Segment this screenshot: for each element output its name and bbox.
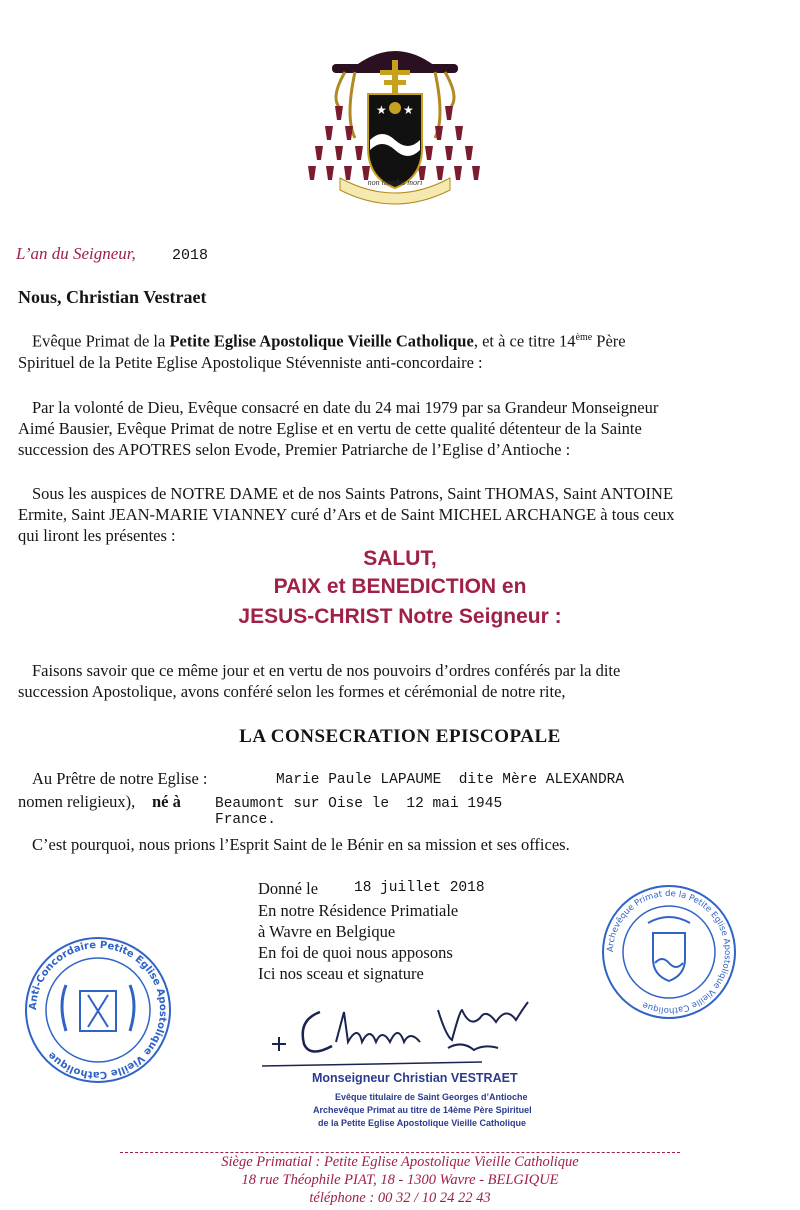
left-seal-ring-text: Anti-Concordaire Petite Eglise Apostolique Vieille Catholique — [27, 939, 169, 1081]
act-title: LA CONSECRATION EPISCOPALE — [239, 726, 561, 747]
salutation-line-1: SALUT, — [363, 547, 437, 570]
svg-text:★: ★ — [403, 103, 414, 117]
signature — [262, 992, 562, 1072]
footer-line-2: 18 rue Théophile PIAT, 18 - 1300 Wavre - BELGIQUE — [241, 1172, 559, 1188]
left-seal-stamp — [18, 933, 178, 1088]
p1-sup: ème — [575, 332, 593, 343]
p3-line1: Sous les auspices de NOTRE DAME et de nos Saints Patrons, Saint THOMAS, Saint ANTOINE — [32, 484, 674, 503]
birthplace: Beaumont sur Oise le 12 mai 1945 — [215, 796, 503, 812]
right-seal-stamp — [598, 883, 740, 1021]
signatory-title-3: de la Petite Eglise Apostolique Vieille Catholique — [318, 1118, 527, 1128]
given-line4: En foi de quoi nous apposons — [258, 943, 453, 962]
p3-line2: Ermite, Saint JEAN-MARIE VIANNEY curé d’Ars et de Saint MICHEL ARCHANGE à tous ceux — [18, 505, 675, 524]
signatory-title-1: Evêque titulaire de Saint Georges d’Antioche — [335, 1092, 528, 1102]
signatory-name: Monseigneur Christian VESTRAET — [312, 1071, 518, 1085]
born-label: né à — [152, 792, 181, 811]
p2-line3: succession des APOTRES selon Evode, Premier Patriarche de l’Eglise d’Antioche : — [18, 440, 571, 459]
footer-divider — [120, 1152, 680, 1153]
p2-line2: Aimé Bausier, Evêque Primat de notre Eglise et en vertu de cette qualité détenteur de la Sainte — [18, 419, 642, 438]
right-seal-ring-text: Archevêque Primat de la Petite Eglise Apostolique Vieille Catholique — [605, 888, 733, 1016]
intro-paragraph-3 — [18, 483, 788, 546]
p1-c: Père — [592, 331, 626, 351]
country: France. — [215, 812, 276, 828]
body-line2: succession Apostolique, avons conféré selon les formes et cérémonial de notre rite, — [18, 682, 566, 701]
p1-a: Evêque Primat de la — [32, 331, 170, 351]
given-label: Donné le — [258, 879, 319, 898]
motto-text: non timidus mori — [367, 178, 423, 187]
salutation-line-3: JESUS-CHRIST Notre Seigneur : — [238, 605, 562, 628]
footer-line-3: téléphone : 00 32 / 10 24 22 43 — [309, 1190, 491, 1206]
given-line5: Ici nos sceau et signature — [258, 964, 424, 983]
intro-paragraph-2 — [18, 397, 788, 460]
svg-text:★: ★ — [376, 103, 387, 117]
coat-of-arms — [300, 28, 490, 208]
issuer-heading: Nous, Christian Vestraet — [18, 287, 207, 307]
intro-paragraph-1 — [18, 327, 788, 373]
footer-line-1: Siège Primatial : Petite Eglise Apostolique Vieille Catholique — [221, 1154, 579, 1170]
given-line3: à Wavre en Belgique — [258, 922, 396, 941]
prayer-line: C’est pourquoi, nous prions l’Esprit Saint de le Bénir en sa mission et ses offices. — [32, 835, 570, 854]
given-line2: En notre Résidence Primatiale — [258, 901, 459, 920]
given-date: 18 juillet 2018 — [354, 880, 485, 896]
body-line1: Faisons savoir que ce même jour et en vertu de nos pouvoirs d’ordres conférés par la dite — [32, 661, 621, 680]
p1-line2: Spirituel de la Petite Eglise Apostolique Stévenniste anti-concordaire : — [18, 352, 483, 372]
body-paragraph — [18, 660, 788, 702]
p3-line3: qui liront les présentes : — [18, 526, 176, 545]
church-name: Petite Eglise Apostolique Vieille Catholique — [169, 331, 474, 351]
recipient-label: Au Prêtre de notre Eglise : — [32, 769, 208, 788]
date-label: L’an du Seigneur, — [16, 244, 136, 263]
p1-b: , et à ce titre 14 — [473, 331, 576, 351]
recipient-name: Marie Paule LAPAUME dite Mère ALEXANDRA — [276, 772, 625, 788]
year: 2018 — [172, 247, 209, 264]
salutation-line-2: PAIX et BENEDICTION en — [273, 575, 527, 598]
signatory-title-2: Archevêque Primat au titre de 14ème Père Spirituel — [313, 1105, 532, 1115]
religious-label: nomen religieux), — [18, 792, 136, 811]
p2-line1: Par la volonté de Dieu, Evêque consacré en date du 24 mai 1979 par sa Grandeur Monseigneur — [32, 398, 659, 417]
